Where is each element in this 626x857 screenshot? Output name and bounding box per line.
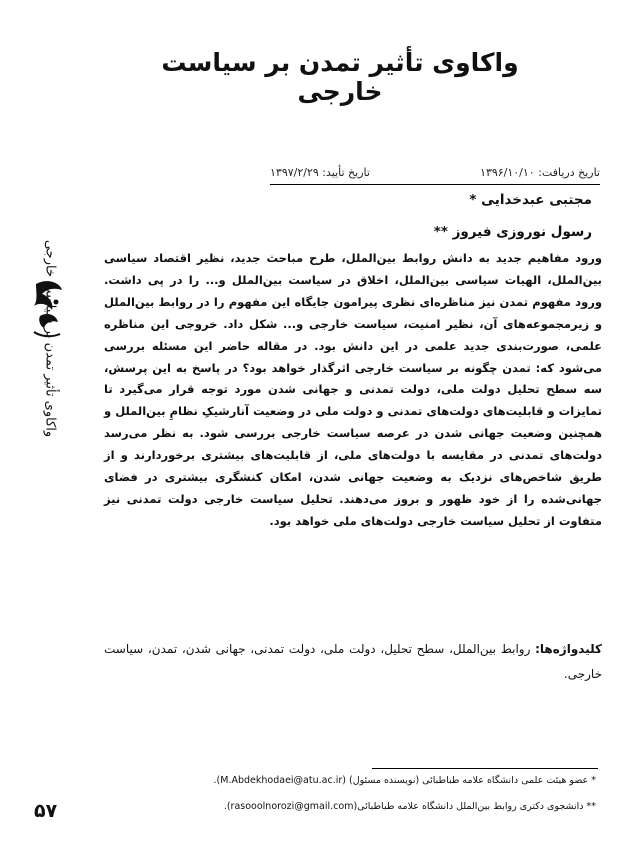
abstract-text: ورود مفاهیم جدید به دانش روابط بین‌الملل، طرح مباحث جدید، نظیر اقتصاد سیاسی بین‌الملل، الهیات سیاسی بین‌الملل، اخلاق در سیاست بین‌الملل و... را در پی داشت. ورود مفهوم تمدن نیز مناظره‌ای نظری پیرامون جایگاه این مفهوم را در روابط بین‌الملل و زیرمجموعه‌های آن، نظیر امنیت، سیاست خارجی و... شکل داد. خروجی این مناظره علمی، صورت‌بندی جدید علمی در این دانش بود. در مقاله حاضر این مسئله بررسی می‌شود که: تمدن چگونه بر سیاست خارجی اثرگذار خواهد بود؟ در پاسخ به این پرسش، سه سطح تحلیل دولت ملی، دولت تمدنی و جهانی شدن مورد توجه قرار می‌گیرد تا تمایزات و قابلیت‌های دولت‌های تمدنی و دولت ملی در وضعیت آنارشیکِ نظامِ بین‌الملل و همچنین وضعیت جهانی شدن در عرصه سیاست خارجی بررسی شود. به نظر می‌رسد دولت‌های تمدنی در مقایسه با دولت‌های ملی، از قابلیت‌های بیشتری برخوردارند و از طریق شاخص‌های نزدیک به وضعیت جهانی شدن، امکان کنشگری بیشتری در فضای جهانی‌شده را از خود ظهور و بروز می‌دهند. تحلیل سیاست خارجی دولت تمدنی نیز متفاوت از تحلیل سیاست خارجی دولت‌های ملی خواهد بود. (104, 251, 602, 528)
keywords-text: روابط بین‌الملل، سطح تحلیل، دولت ملی، دولت تمدنی، جهانی شدن، تمدن، سیاست خارجی. (104, 642, 602, 681)
received-date: تاریخ دریافت: ۱۳۹۶/۱۰/۱۰ (480, 166, 600, 179)
date-line (270, 166, 600, 179)
author-2: رسول نوروزی فیروز ** (433, 224, 592, 240)
keywords (104, 637, 602, 687)
article-title: واکاوی تأثیر تمدن بر سیاست خارجی (161, 48, 519, 106)
side-running-title: واکاوی تأثیر تمدن بر سیاست خارجی (42, 239, 58, 438)
page-number: ۵۷ (34, 800, 58, 822)
author-1: مجتبی عبدخدایی * (469, 192, 592, 208)
footnote-2: ** دانشجوی دکتری روابط بین‌الملل دانشگاه علامه طباطبائی(rasooolnorozi@gmail.com). (223, 801, 596, 812)
footnote-divider (372, 768, 598, 769)
keywords-label: کلیدواژه‌ها: (535, 642, 602, 656)
accepted-date: تاریخ تأیید: ۱۳۹۷/۲/۲۹ (270, 166, 370, 179)
header-divider (270, 184, 600, 185)
footnote-1: * عضو هیئت علمی دانشگاه علامه طباطبائی (نویسنده مسئول) (M.Abdekhodaei@atu.ac.ir). (213, 775, 596, 786)
